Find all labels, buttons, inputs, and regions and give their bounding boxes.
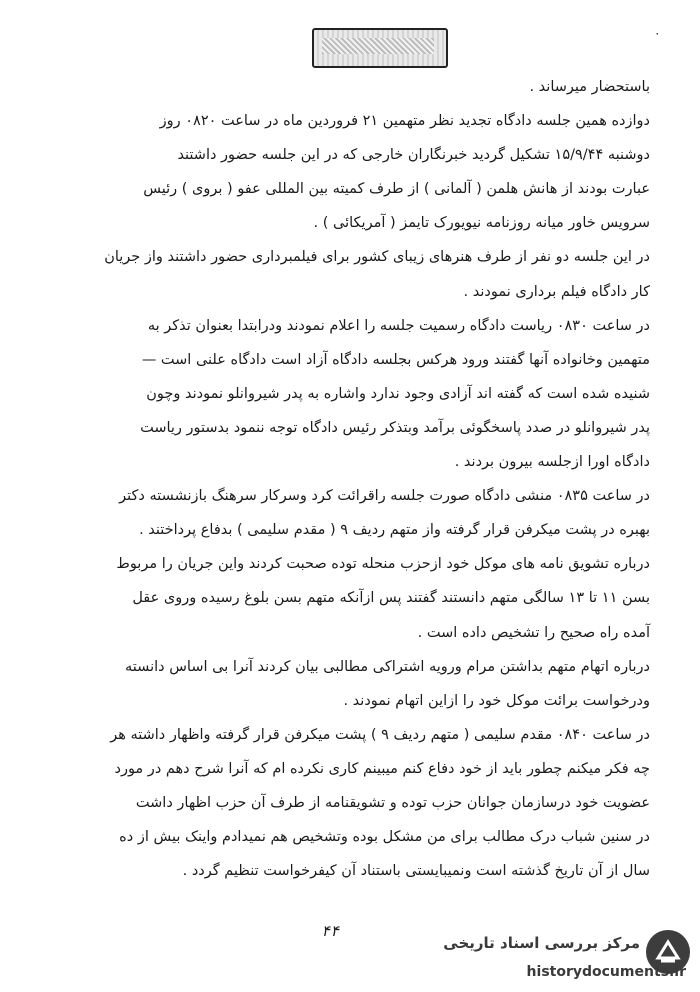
- stamp-redaction: [322, 38, 434, 54]
- document-line: باستحضار میرساند .: [529, 79, 650, 95]
- corner-mark: ۰: [654, 26, 661, 40]
- document-line: درباره اتهام متهم بداشتن مرام ورویه اشتراکی مطالبی بیان کردند آنرا بی اساس دانسته: [124, 658, 650, 675]
- document-line: آمده راه صحیح را تشخیص داده است .: [417, 624, 650, 641]
- document-line: پدر شیروانلو در صدد پاسخگوئی برآمد وبتذکر رئیس دادگاه توجه ننمود بدستور ریاست: [140, 419, 650, 436]
- watermark-title: مرکز بررسی اسناد تاریخی: [443, 934, 640, 952]
- document-line: چه فکر میکنم چطور باید از خود دفاع کنم میبینم کاری نکرده ام که آنرا شرح دهم در مورد: [114, 760, 650, 777]
- document-line: در ساعت ۰۸۳۰ ریاست دادگاه رسمیت جلسه را اعلام نمودند ودرابتدا بعنوان تذکر به: [147, 317, 650, 334]
- watermark-url[interactable]: historydocuments.ir: [526, 964, 686, 980]
- document-line: دوازده همین جلسه دادگاه تجدید نظر متهمین ۲۱ فروردین ماه در ساعت ۰۸۲۰ روز: [159, 113, 650, 130]
- document-line: در ساعت ۰۸۳۵ منشی دادگاه صورت جلسه راقرائت کرد وسرکار سرهنگ بازنشسته دکتر: [119, 488, 650, 505]
- document-line: درباره تشویق نامه های موکل خود ازحزب منحله توده صحبت کردند واین جریان را مربوط: [116, 556, 650, 573]
- document-line: ودرخواست برائت موکل خود را ازاین اتهام نمودند .: [343, 692, 650, 709]
- document-line: دادگاه اورا ازجلسه بیرون بردند .: [454, 454, 650, 471]
- classification-stamp: [312, 28, 448, 68]
- document-line: در این جلسه دو نفر از طرف هنرهای زیبای کشور برای فیلمبرداری حضور داشتند واز جریان: [104, 249, 650, 266]
- document-line: در ساعت ۰۸۴۰ مقدم سلیمی ( متهم ردیف ۹ ) پشت میکرفن قرار گرفته واظهار داشته هر: [110, 726, 650, 743]
- document-line: بهبره در پشت میکرفن قرار گرفته واز متهم ردیف ۹ ( مقدم سلیمی ) بدفاع پرداختند .: [139, 522, 650, 539]
- document-line: در سنین شباب درک مطالب برای من مشکل بوده وتشخیص هم نمیدادم واینک بیش از ده: [119, 829, 650, 846]
- document-line: دوشنبه ۱۵/۹/۴۴ تشکیل گردید خبرنگاران خارجی که در این جلسه حضور داشتند: [177, 147, 650, 164]
- document-line: شنیده شده است که گفته اند آزادی وجود ندارد واشاره به پدر شیروانلو نمودند وچون: [146, 385, 650, 402]
- document-line: بسن ۱۱ تا ۱۳ سالگی متهم دانستند گفتند پس ازآنکه متهم بسن بلوغ رسیده وروی عقل: [132, 590, 650, 607]
- document-line: عبارت بودند از هانش هلمن ( آلمانی ) از طرف کمیته بین المللی عفو ( بروی ) رئیس: [143, 181, 650, 198]
- watermark: [443, 928, 696, 988]
- document-line: کار دادگاه فیلم برداری نمودند .: [463, 283, 650, 300]
- document-line: متهمین وخانواده آنها گفتند ورود هرکس بجلسه دادگاه آزاد است دادگاه علنی است —: [141, 351, 650, 368]
- page-number: ۴۴: [320, 922, 340, 940]
- document-line: سرویس خاور میانه روزنامه نیویورک تایمز ( آمریکائی ) .: [313, 215, 650, 232]
- document-body: [50, 70, 650, 888]
- document-line: عضویت خود درسازمان جوانان حزب توده و تشویقنامه از طرف آن حزب اظهار داشت: [135, 794, 650, 811]
- document-line: سال از آن تاریخ گذشته است ونمیبایستی باستناد آن کیفرخواست تنظیم گردد .: [182, 863, 650, 880]
